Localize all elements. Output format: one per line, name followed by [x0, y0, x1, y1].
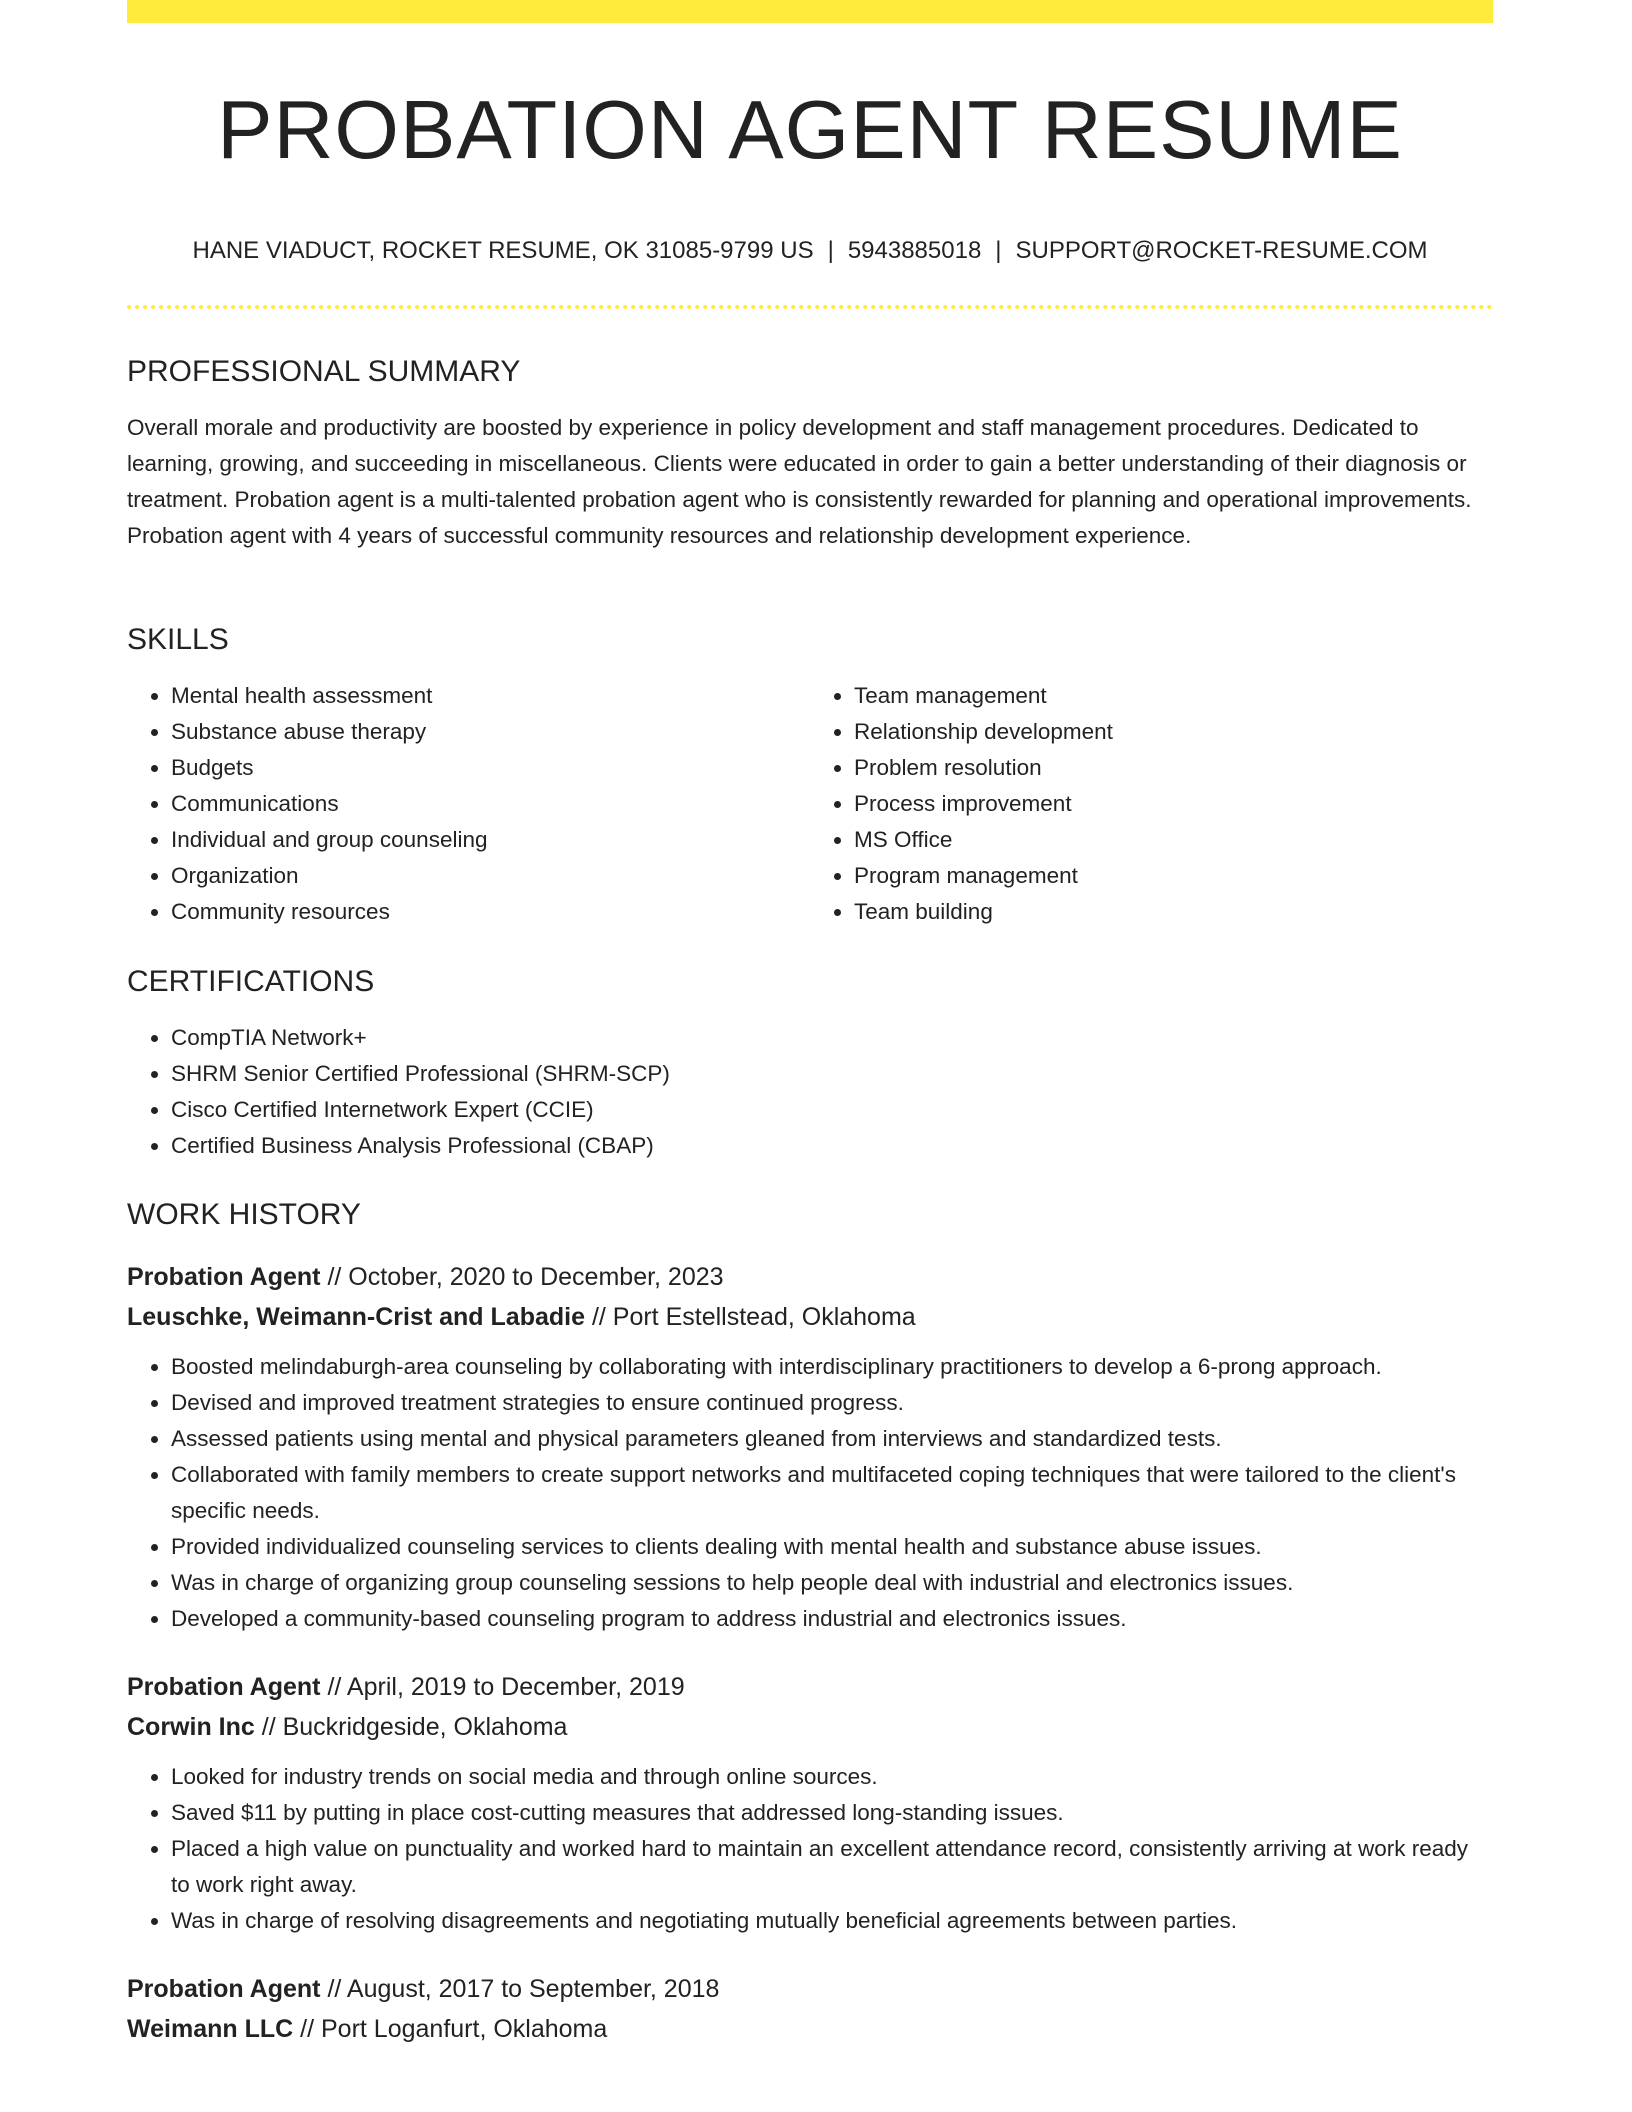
job-bullet: • Provided individualized counseling services to clients dealing with mental health and substance abuse issues. [171, 1529, 1493, 1565]
job-title: Probation Agent [127, 1975, 321, 2003]
skill-item: • Relationship development [854, 714, 1493, 750]
job-title-line [127, 1667, 1493, 1707]
certifications-section [127, 962, 1493, 1164]
certification-item: • CompTIA Network+ [171, 1020, 1493, 1056]
job-bullet: • Developed a community-based counseling program to address industrial and electronics issues. [171, 1601, 1493, 1637]
skills-section [127, 620, 1493, 930]
skills-list-left [127, 678, 810, 930]
job-bullet: • Collaborated with family members to create support networks and multifaceted coping techniques that were tailored to the client's specific needs. [171, 1457, 1493, 1529]
job-location: // Port Loganfurt, Oklahoma [300, 2015, 608, 2043]
top-accent-bar [127, 0, 1493, 23]
job-company-line [127, 1707, 1493, 1747]
job-title-line [127, 1257, 1493, 1297]
job-company-line [127, 2009, 1493, 2049]
job-entry [127, 1257, 1493, 1637]
skill-item: • Team management [854, 678, 1493, 714]
skill-item: • Individual and group counseling [171, 822, 810, 858]
job-title: Probation Agent [127, 1673, 321, 1701]
work-history-heading: WORK HISTORY [127, 1198, 361, 1231]
job-bullet: • Assessed patients using mental and physical parameters gleaned from interviews and standardized tests. [171, 1421, 1493, 1457]
certifications-heading: CERTIFICATIONS [127, 965, 375, 998]
skill-item: • Community resources [171, 894, 810, 930]
skill-item: • Process improvement [854, 786, 1493, 822]
job-company: Leuschke, Weimann-Crist and Labadie [127, 1303, 585, 1331]
job-location: // Buckridgeside, Oklahoma [261, 1713, 568, 1741]
job-entry [127, 1969, 1493, 2049]
certification-item: • Certified Business Analysis Professional (CBAP) [171, 1128, 1493, 1164]
job-bullets [127, 1349, 1493, 1637]
job-bullet: • Boosted melindaburgh-area counseling by collaborating with interdisciplinary practitioners to develop a 6-prong approach. [171, 1349, 1493, 1385]
work-history-section [127, 1195, 1493, 2049]
certification-item: • SHRM Senior Certified Professional (SHRM-SCP) [171, 1056, 1493, 1092]
job-dates: // October, 2020 to December, 2023 [327, 1263, 724, 1291]
skill-item: • MS Office [854, 822, 1493, 858]
skill-item: • Program management [854, 858, 1493, 894]
contact-address: HANE VIADUCT, ROCKET RESUME, OK 31085-9799 US [192, 237, 814, 264]
job-company: Weimann LLC [127, 2015, 294, 2043]
skills-heading: SKILLS [127, 623, 229, 656]
skill-item: • Budgets [171, 750, 810, 786]
summary-heading: PROFESSIONAL SUMMARY [127, 355, 521, 388]
job-bullet: • Was in charge of organizing group counseling sessions to help people deal with industrial and electronics issues. [171, 1565, 1493, 1601]
job-entry [127, 1667, 1493, 1939]
job-bullets [127, 1759, 1493, 1939]
skill-item: • Mental health assessment [171, 678, 810, 714]
skill-item: • Team building [854, 894, 1493, 930]
certifications-list [127, 1020, 1493, 1164]
skills-list-right [810, 678, 1493, 930]
job-title: Probation Agent [127, 1263, 321, 1291]
job-company-line [127, 1297, 1493, 1337]
job-bullet: • Devised and improved treatment strategies to ensure continued progress. [171, 1385, 1493, 1421]
job-bullet: • Placed a high value on punctuality and worked hard to maintain an excellent attendance record, consistently arriving at work ready to work right away. [171, 1831, 1493, 1903]
contact-separator: | [995, 237, 1002, 264]
contact-line [127, 235, 1493, 267]
contact-phone: 5943885018 [847, 237, 982, 264]
job-bullet: • Looked for industry trends on social media and through online sources. [171, 1759, 1493, 1795]
resume-title: PROBATION AGENT RESUME [217, 83, 1403, 176]
skills-columns [127, 678, 1493, 930]
summary-text: Overall morale and productivity are boosted by experience in policy development and staff management procedures. Dedicated to learning, growing, and succeeding in miscellaneous. Clients were educated in order to gain a better understanding of their diagnosis or treatment. Probation agent is a multi-talented probation agent who is consistently rewarded for planning and operational improvements. Probation agent with 4 years of successful community resources and relationship development experience. [127, 415, 1472, 548]
certification-item: • Cisco Certified Internetwork Expert (CCIE) [171, 1092, 1493, 1128]
contact-separator: | [827, 237, 834, 264]
skill-item: • Organization [171, 858, 810, 894]
job-bullet: • Was in charge of resolving disagreements and negotiating mutually beneficial agreements between parties. [171, 1903, 1493, 1939]
summary-section [127, 352, 1493, 554]
header-divider [127, 305, 1493, 309]
contact-email[interactable]: SUPPORT@ROCKET-RESUME.COM [1015, 237, 1428, 264]
skill-item: • Communications [171, 786, 810, 822]
skill-item: • Problem resolution [854, 750, 1493, 786]
job-company: Corwin Inc [127, 1713, 255, 1741]
job-title-line [127, 1969, 1493, 2009]
job-dates: // August, 2017 to September, 2018 [327, 1975, 720, 2003]
job-location: // Port Estellstead, Oklahoma [591, 1303, 916, 1331]
job-dates: // April, 2019 to December, 2019 [327, 1673, 685, 1701]
skill-item: • Substance abuse therapy [171, 714, 810, 750]
job-bullet: • Saved $11 by putting in place cost-cutting measures that addressed long-standing issues. [171, 1795, 1493, 1831]
